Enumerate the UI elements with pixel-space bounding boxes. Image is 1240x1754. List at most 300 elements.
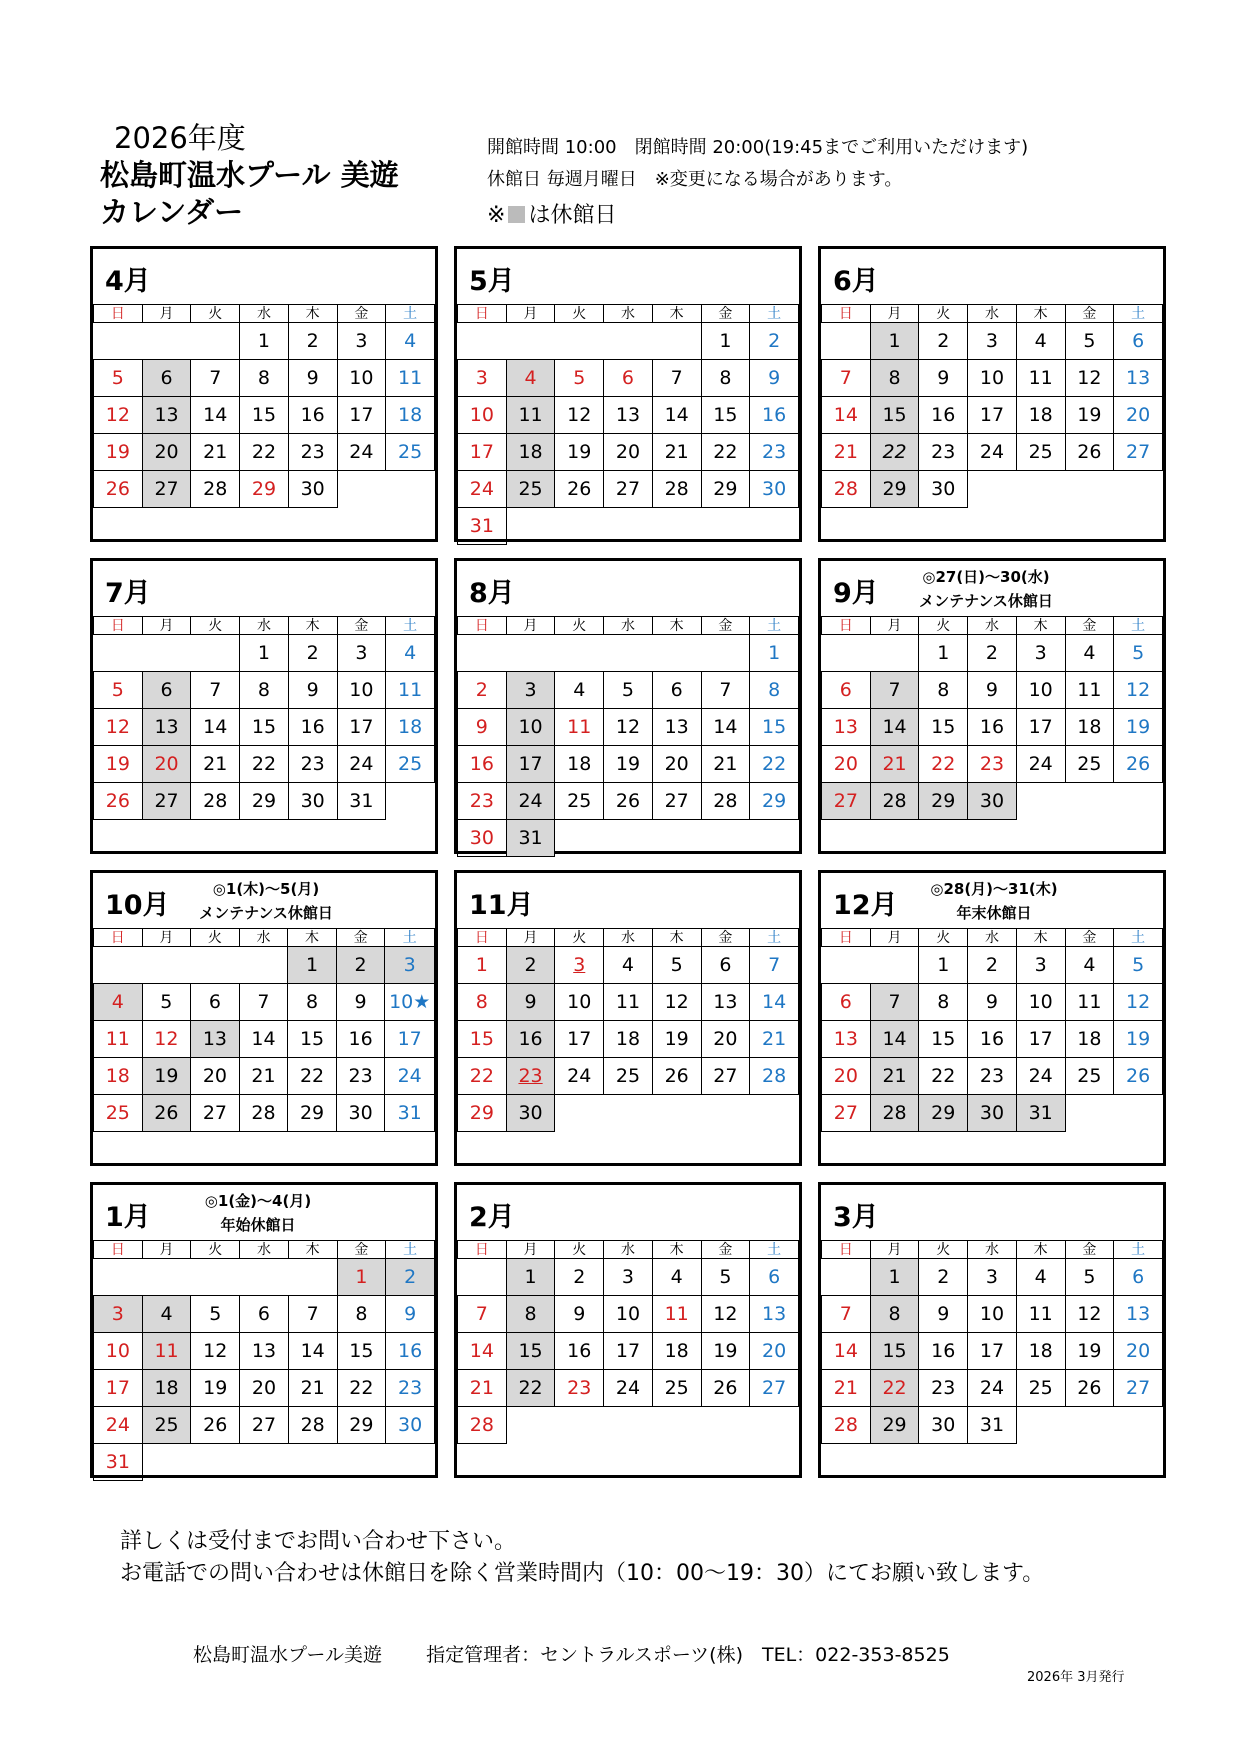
week-row — [822, 1132, 1163, 1169]
day-cell: 21 — [458, 1370, 507, 1407]
weekday-header: 火 — [191, 617, 240, 635]
empty-cell — [142, 820, 191, 857]
day-cell: 18 — [604, 1021, 653, 1058]
empty-cell — [555, 820, 604, 857]
empty-cell — [191, 1132, 240, 1169]
closed-day-cell: 13 — [191, 1021, 240, 1058]
month-calendar — [90, 1182, 438, 1478]
month-calendar — [90, 246, 438, 542]
empty-cell — [919, 1132, 968, 1169]
day-cell: 21 — [822, 1370, 871, 1407]
week-row — [94, 1333, 435, 1370]
closed-day-cell: 2 — [336, 947, 385, 984]
day-cell: 7 — [239, 984, 288, 1021]
day-cell: 28 — [822, 1407, 871, 1444]
day-cell: 2 — [919, 1259, 968, 1296]
day-cell: 13 — [1114, 1296, 1163, 1333]
week-row — [822, 1370, 1163, 1407]
empty-cell — [1016, 1444, 1065, 1481]
day-cell: 30 — [336, 1095, 385, 1132]
day-cell: 4 — [1016, 323, 1065, 360]
day-cell: 20 — [822, 746, 871, 783]
day-cell: 26 — [1065, 1370, 1114, 1407]
weekday-header: 水 — [604, 305, 653, 323]
empty-cell — [701, 635, 750, 672]
day-cell: 14 — [822, 397, 871, 434]
empty-cell — [506, 508, 555, 545]
day-cell: 19 — [191, 1370, 240, 1407]
day-cell: 21 — [652, 434, 701, 471]
week-row — [458, 947, 799, 984]
day-cell: 13 — [822, 1021, 871, 1058]
weekday-header: 土 — [750, 929, 799, 947]
week-row — [458, 783, 799, 820]
empty-cell — [94, 820, 143, 857]
day-cell: 1 — [458, 947, 507, 984]
day-cell: 24 — [1016, 746, 1065, 783]
day-cell: 5 — [1065, 323, 1114, 360]
day-cell: 10 — [555, 984, 604, 1021]
empty-cell — [386, 820, 435, 857]
empty-cell — [1114, 1132, 1163, 1169]
empty-cell — [1114, 1095, 1163, 1132]
empty-cell — [1065, 508, 1114, 545]
day-cell: 25 — [1065, 1058, 1114, 1095]
day-cell: 7 — [652, 360, 701, 397]
day-cell: 17 — [1016, 709, 1065, 746]
empty-cell — [240, 1259, 289, 1296]
empty-cell — [191, 1259, 240, 1296]
empty-cell — [1114, 820, 1163, 857]
empty-cell — [240, 508, 289, 545]
day-cell: 27 — [822, 1095, 871, 1132]
day-cell: 24 — [604, 1370, 653, 1407]
weekday-header: 日 — [822, 1241, 871, 1259]
day-cell: 28 — [458, 1407, 507, 1444]
opening-hours: 開館時間 10:00 閉館時間 20:00(19:45までご利用いただけます) — [487, 137, 1029, 158]
day-cell: 8 — [288, 984, 337, 1021]
day-cell: 15 — [750, 709, 799, 746]
week-row — [94, 1095, 435, 1132]
day-cell: 16 — [555, 1333, 604, 1370]
day-cell: 4 — [1065, 635, 1114, 672]
day-cell: 25 — [386, 434, 435, 471]
day-cell: 3 — [1016, 947, 1065, 984]
weekday-header: 木 — [288, 305, 337, 323]
week-row — [458, 1407, 799, 1444]
day-cell: 11 — [94, 1021, 143, 1058]
empty-cell — [652, 1095, 701, 1132]
day-cell: 12 — [142, 1021, 191, 1058]
week-row — [458, 1444, 799, 1481]
day-cell: 16 — [919, 397, 968, 434]
day-cell: 16 — [386, 1333, 435, 1370]
week-row — [94, 1021, 435, 1058]
day-cell: 18 — [1065, 709, 1114, 746]
week-row — [94, 635, 435, 672]
month-table — [93, 928, 435, 1169]
weekday-header: 水 — [240, 617, 289, 635]
day-cell: 1 — [240, 323, 289, 360]
day-cell: 19 — [555, 434, 604, 471]
day-cell: 7 — [288, 1296, 337, 1333]
day-cell: 9 — [968, 984, 1017, 1021]
month-table — [93, 616, 435, 857]
day-cell: 19 — [1114, 1021, 1163, 1058]
day-cell: 29 — [458, 1095, 507, 1132]
empty-cell — [142, 323, 191, 360]
week-row — [458, 635, 799, 672]
week-row — [822, 1296, 1163, 1333]
day-cell: 20 — [240, 1370, 289, 1407]
day-cell: 7 — [822, 360, 871, 397]
week-row — [458, 397, 799, 434]
day-cell: 18 — [94, 1058, 143, 1095]
weekday-header: 月 — [142, 1241, 191, 1259]
weekday-header: 日 — [458, 617, 507, 635]
day-cell: 15 — [701, 397, 750, 434]
day-cell: 3 — [968, 1259, 1017, 1296]
month-calendar — [454, 1182, 802, 1478]
closed-day-cell: 22 — [870, 434, 919, 471]
weekday-header: 月 — [870, 929, 919, 947]
weekday-header: 木 — [652, 929, 701, 947]
day-cell: 6 — [822, 672, 871, 709]
weekday-header: 木 — [288, 617, 337, 635]
day-cell: 28 — [288, 1407, 337, 1444]
day-cell: 19 — [94, 434, 143, 471]
week-row — [822, 947, 1163, 984]
month-header — [457, 249, 799, 304]
empty-cell — [94, 1132, 143, 1169]
empty-cell — [701, 820, 750, 857]
day-cell: 6 — [750, 1259, 799, 1296]
empty-cell — [337, 471, 386, 508]
day-cell: 11 — [652, 1296, 701, 1333]
month-name: 4月 — [105, 266, 151, 297]
month-name: 5月 — [469, 266, 515, 297]
week-row — [458, 1132, 799, 1169]
closed-day-cell: 15 — [870, 1333, 919, 1370]
day-cell: 28 — [822, 471, 871, 508]
weekday-header: 金 — [337, 305, 386, 323]
day-cell: 19 — [1065, 1333, 1114, 1370]
closed-day-cell: 4 — [142, 1296, 191, 1333]
day-cell: 9 — [386, 1296, 435, 1333]
closure-note — [901, 565, 1071, 613]
empty-cell — [750, 1444, 799, 1481]
week-row — [822, 1333, 1163, 1370]
weekday-header: 水 — [968, 1241, 1017, 1259]
weekday-header: 土 — [1114, 929, 1163, 947]
day-cell: 23 — [919, 1370, 968, 1407]
empty-cell — [458, 635, 507, 672]
day-cell: 17 — [385, 1021, 435, 1058]
week-row — [458, 672, 799, 709]
day-cell: 24 — [458, 471, 507, 508]
day-cell: 10 — [337, 672, 386, 709]
empty-cell — [506, 635, 555, 672]
weekday-header: 火 — [191, 305, 240, 323]
empty-cell — [701, 1132, 750, 1169]
week-row — [458, 360, 799, 397]
day-cell: 4 — [1016, 1259, 1065, 1296]
closed-day-cell: 13 — [142, 709, 191, 746]
weekday-header: 水 — [604, 929, 653, 947]
week-row — [822, 984, 1163, 1021]
day-cell: 7 — [701, 672, 750, 709]
closed-day-cell: 16 — [506, 1021, 555, 1058]
legend-prefix: ※ — [487, 203, 506, 228]
empty-cell — [604, 820, 653, 857]
empty-cell — [386, 783, 435, 820]
day-cell: 4 — [652, 1259, 701, 1296]
closure-reason: 年末休館日 — [956, 904, 1032, 922]
closed-day-cell: 2 — [386, 1259, 435, 1296]
day-cell: 27 — [240, 1407, 289, 1444]
day-cell: 23 — [968, 746, 1017, 783]
empty-cell — [506, 323, 555, 360]
weekday-header: 日 — [458, 305, 507, 323]
month-header — [821, 1185, 1163, 1240]
empty-cell — [191, 508, 240, 545]
empty-cell — [1114, 783, 1163, 820]
empty-cell — [458, 323, 507, 360]
day-cell: 9 — [750, 360, 799, 397]
week-row — [458, 1259, 799, 1296]
empty-cell — [1065, 1132, 1114, 1169]
week-row — [94, 434, 435, 471]
closure-reason: メンテナンス休館日 — [199, 904, 333, 922]
week-row — [822, 1095, 1163, 1132]
empty-cell — [919, 820, 968, 857]
day-cell: 22 — [919, 746, 968, 783]
day-cell: 26 — [701, 1370, 750, 1407]
empty-cell — [750, 508, 799, 545]
day-cell: 31 — [94, 1444, 143, 1481]
closed-day-cell: 17 — [506, 746, 555, 783]
day-cell: 12 — [1065, 360, 1114, 397]
day-cell: 2 — [288, 635, 337, 672]
day-cell: 7 — [191, 672, 240, 709]
day-cell: 12 — [1114, 984, 1163, 1021]
day-cell: 5 — [555, 360, 604, 397]
week-row — [822, 434, 1163, 471]
day-cell: 19 — [652, 1021, 701, 1058]
empty-cell — [604, 508, 653, 545]
closed-day-cell: 24 — [506, 783, 555, 820]
day-cell: 18 — [1065, 1021, 1114, 1058]
empty-cell — [919, 508, 968, 545]
day-cell: 21 — [750, 1021, 799, 1058]
weekday-header: 月 — [506, 1241, 555, 1259]
empty-cell — [458, 1259, 507, 1296]
empty-cell — [822, 947, 871, 984]
closed-day-cell: 29 — [919, 1095, 968, 1132]
day-cell: 6 — [240, 1296, 289, 1333]
day-cell: 26 — [1114, 746, 1163, 783]
weekday-header: 金 — [1065, 929, 1114, 947]
weekday-header: 火 — [555, 305, 604, 323]
week-row — [458, 508, 799, 545]
day-cell: 17 — [555, 1021, 604, 1058]
closure-dates: ◎1(木)～5(月) — [212, 880, 320, 898]
week-row — [458, 471, 799, 508]
day-cell: 23 — [919, 434, 968, 471]
empty-cell — [652, 508, 701, 545]
fiscal-year: 2026年度 — [114, 121, 246, 155]
day-cell: 1 — [750, 635, 799, 672]
empty-cell — [822, 1132, 871, 1169]
day-cell: 4 — [604, 947, 653, 984]
day-cell: 16 — [288, 397, 337, 434]
weekday-header: 土 — [386, 305, 435, 323]
empty-cell — [142, 947, 191, 984]
day-cell: 13 — [652, 709, 701, 746]
empty-cell — [288, 820, 337, 857]
empty-cell — [337, 508, 386, 545]
empty-cell — [1016, 471, 1065, 508]
week-row — [822, 709, 1163, 746]
empty-cell — [750, 1095, 799, 1132]
week-row — [94, 947, 435, 984]
day-cell: 15 — [919, 1021, 968, 1058]
weekday-header: 金 — [337, 1241, 386, 1259]
closed-day-cell: 1 — [870, 1259, 919, 1296]
day-cell: 14 — [191, 397, 240, 434]
day-cell: 16 — [288, 709, 337, 746]
day-cell: 17 — [337, 397, 386, 434]
closed-day-cell: 28 — [870, 783, 919, 820]
empty-cell — [142, 635, 191, 672]
weekday-header: 日 — [458, 929, 507, 947]
weekday-header: 金 — [1065, 1241, 1114, 1259]
day-cell: 25 — [386, 746, 435, 783]
day-cell: 22 — [458, 1058, 507, 1095]
day-cell: 1 — [240, 635, 289, 672]
empty-cell — [385, 1132, 435, 1169]
empty-cell — [604, 1095, 653, 1132]
day-cell: 12 — [94, 709, 143, 746]
week-row — [458, 434, 799, 471]
empty-cell — [652, 820, 701, 857]
weekday-header: 月 — [870, 1241, 919, 1259]
day-cell: 23 — [750, 434, 799, 471]
day-cell: 18 — [1016, 1333, 1065, 1370]
month-calendar — [454, 870, 802, 1166]
day-cell: 24 — [968, 1370, 1017, 1407]
day-cell: 13 — [701, 984, 750, 1021]
empty-cell — [870, 1444, 919, 1481]
closed-day-cell: 30 — [968, 1095, 1017, 1132]
month-name: 2月 — [469, 1202, 515, 1233]
weekday-header: 水 — [240, 1241, 289, 1259]
empty-cell — [506, 1407, 555, 1444]
day-cell: 5 — [652, 947, 701, 984]
day-cell: 4 — [1065, 947, 1114, 984]
day-cell: 2 — [750, 323, 799, 360]
weekday-header: 土 — [385, 929, 435, 947]
week-row — [822, 635, 1163, 672]
empty-cell — [870, 947, 919, 984]
day-cell: 2 — [555, 1259, 604, 1296]
day-cell: 5 — [142, 984, 191, 1021]
week-row — [94, 820, 435, 857]
month-table — [821, 304, 1163, 545]
empty-cell — [94, 508, 143, 545]
empty-cell — [191, 635, 240, 672]
closed-day-cell: 1 — [337, 1259, 386, 1296]
month-name: 9月 — [833, 578, 879, 609]
day-cell: 11 — [1016, 360, 1065, 397]
weekday-header: 木 — [288, 1241, 337, 1259]
empty-cell — [191, 323, 240, 360]
day-cell: 25 — [652, 1370, 701, 1407]
day-cell: 18 — [1016, 397, 1065, 434]
weekday-header: 火 — [555, 1241, 604, 1259]
closed-day-cell: 29 — [870, 471, 919, 508]
week-row — [94, 508, 435, 545]
day-cell: 19 — [1065, 397, 1114, 434]
closed-day-cell: 31 — [1016, 1095, 1065, 1132]
closure-dates: ◎27(日)～30(水) — [922, 568, 1050, 586]
empty-cell — [1065, 471, 1114, 508]
weekday-header: 金 — [1065, 305, 1114, 323]
day-cell: 11 — [604, 984, 653, 1021]
day-cell: 12 — [604, 709, 653, 746]
weekday-header: 土 — [386, 617, 435, 635]
day-cell: 5 — [701, 1259, 750, 1296]
day-cell: 29 — [750, 783, 799, 820]
week-row — [822, 1058, 1163, 1095]
empty-cell — [652, 635, 701, 672]
day-cell: 28 — [191, 471, 240, 508]
month-header — [821, 561, 1163, 616]
day-cell: 3 — [968, 323, 1017, 360]
weekday-header: 月 — [870, 305, 919, 323]
day-cell: 16 — [458, 746, 507, 783]
footer — [193, 1640, 950, 1667]
empty-cell — [94, 323, 143, 360]
month-header — [93, 1185, 435, 1240]
day-cell: 19 — [1114, 709, 1163, 746]
weekday-header: 水 — [968, 305, 1017, 323]
empty-cell — [604, 323, 653, 360]
weekday-header: 土 — [750, 1241, 799, 1259]
month-table — [457, 928, 799, 1169]
month-calendar — [818, 870, 1166, 1166]
day-cell: 11 — [386, 672, 435, 709]
day-cell: 25 — [555, 783, 604, 820]
legend — [487, 200, 1028, 232]
empty-cell — [240, 1444, 289, 1481]
contact-notes — [120, 1526, 1044, 1590]
week-row — [822, 508, 1163, 545]
day-cell: 26 — [1065, 434, 1114, 471]
day-cell: 5 — [191, 1296, 240, 1333]
day-cell: 20 — [701, 1021, 750, 1058]
day-cell: 27 — [604, 471, 653, 508]
empty-cell — [288, 508, 337, 545]
weekday-header: 土 — [750, 617, 799, 635]
closed-day-cell: 22 — [506, 1370, 555, 1407]
empty-cell — [94, 947, 143, 984]
day-cell: 20 — [1114, 397, 1163, 434]
closed-day-cell: 4 — [506, 360, 555, 397]
empty-cell — [142, 1259, 191, 1296]
weekday-header: 火 — [191, 1241, 240, 1259]
empty-cell — [822, 323, 871, 360]
